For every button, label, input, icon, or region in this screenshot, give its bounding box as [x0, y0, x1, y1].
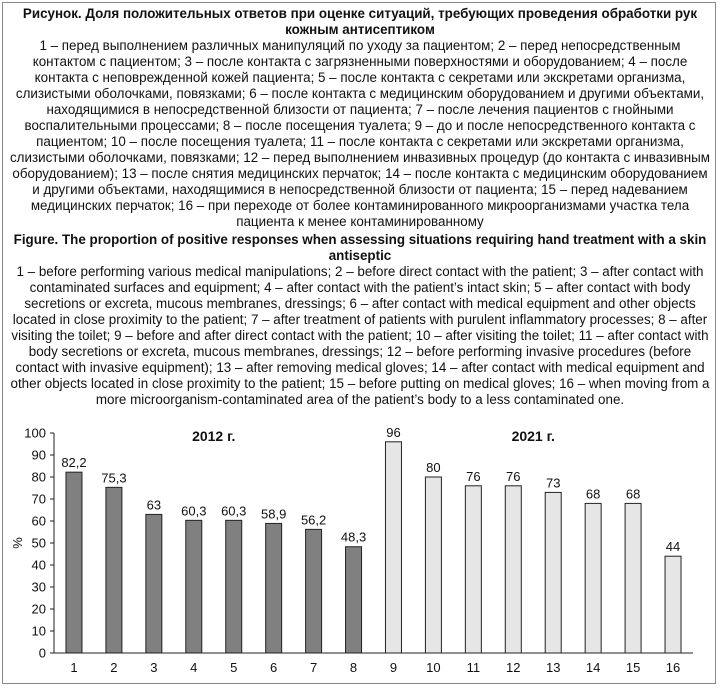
x-tick-label: 14 [585, 660, 601, 675]
bar-value-label: 76 [506, 468, 521, 484]
bar-4 [186, 520, 202, 653]
y-tick-label: 70 [31, 491, 46, 507]
y-tick-label: 60 [31, 513, 46, 529]
y-axis-label: % [10, 537, 25, 549]
bar-value-label: 60,3 [181, 503, 207, 519]
bar-3 [146, 514, 162, 653]
x-tick-label: 16 [665, 660, 681, 675]
x-tick-label: 13 [545, 660, 561, 675]
x-tick-label: 8 [349, 660, 358, 675]
bar-value-label: 44 [665, 539, 681, 555]
group-label-1: 2012 г. [192, 428, 236, 444]
bar-value-label: 48,3 [340, 529, 367, 545]
x-tick-label: 7 [309, 660, 318, 675]
bar-12 [505, 486, 521, 653]
x-tick-label: 11 [466, 660, 481, 675]
x-tick-label: 9 [389, 660, 398, 675]
caption-legend-ru: 1 – перед выполнением различных манипуляций по уходу за пациентом; 2 – перед непосредственным контактом с пациентом; 3 – после контакта с загрязненными поверхностями и оборудованием; 4 – после контакта с неповрежденной кожей пациента; 5 – после контакта с секретами или экскретами организма, слизистыми оболочками, повязками; 6 – после контакта с медицинским оборудованием и другими объектами, находящимися в непосредственной близости от пациента; 7 – после лечения пациентов с гнойными воспалительными процессами; 8 – после посещения туалета; 9 – до и после непосредственного контакта с пациентом; 10 – после посещения туалета; 11 – после контакта с секретами или экскретами организма, слизистыми оболочками, повязками; 12 – перед выполнением инвазивных процедур (до контакта с инвазивным оборудованием); 13 – после снятия медицинских перчаток; 14 – после контакта с медицинским оборудованием и другими объектами, находящимися в непосредственной близости от пациента; 15 – перед надеванием медицинских перчаток; 16 – при переходе от более контаминированного микроорганизмами участка тела пациента к менее контаминированному [9, 38, 711, 229]
bar-13 [545, 492, 561, 653]
bar-10 [425, 477, 441, 653]
x-tick-label: 10 [426, 660, 441, 675]
bar-11 [465, 486, 481, 653]
x-tick-label: 12 [506, 660, 521, 675]
bar-value-label: 73 [545, 475, 561, 491]
y-tick-label: 20 [31, 601, 46, 617]
bar-6 [266, 523, 282, 653]
bar-value-label: 56,2 [300, 512, 327, 528]
bar-value-label: 60,3 [221, 503, 247, 519]
bar-5 [226, 520, 242, 653]
bar-16 [665, 556, 681, 653]
x-tick-label: 1 [70, 660, 78, 675]
y-tick-label: 30 [31, 579, 46, 595]
bar-value-label: 58,9 [261, 506, 287, 522]
y-tick-label: 10 [31, 623, 46, 639]
bar-value-label: 76 [466, 468, 481, 484]
caption-title-en: Figure. The proportion of positive responses when assessing situations requiring hand treatment with a skin antiseptic [13, 232, 707, 263]
y-tick-label: 40 [31, 557, 46, 573]
bar-value-label: 75,3 [101, 470, 127, 486]
x-tick-label: 6 [270, 660, 278, 675]
bar-value-label: 96 [386, 424, 401, 440]
bar-value-label: 63 [146, 497, 162, 513]
caption-title-ru: Рисунок. Доля положительных ответов при оценке ситуаций, требующих проведения обработки рук кожным антисептиком [22, 6, 698, 37]
bar-15 [625, 503, 641, 653]
bar-8 [346, 547, 362, 653]
y-tick-label: 0 [38, 645, 46, 661]
y-tick-label: 80 [31, 469, 46, 485]
x-tick-label: 2 [110, 660, 118, 675]
bar-1 [66, 472, 82, 653]
x-tick-label: 5 [230, 660, 238, 675]
bar-14 [585, 503, 601, 653]
y-tick-label: 90 [31, 447, 46, 463]
group-label-2: 2021 г. [511, 428, 555, 444]
bar-value-label: 80 [426, 460, 441, 475]
caption-legend-en: 1 – before performing various medical manipulations; 2 – before direct contact with the patient; 3 – after contact with contaminated surfaces and equipment; 4 – after contact with the patient’s intact skin; 5 – after contact with body secretions or excreta, mucous membranes, dressings; 6 – after contact with medical equipment and other objects located in close proximity to the patient; 7 – after treatment of patients with purulent inflammatory processes; 8 – after visiting the toilet; 9 – before and after direct contact with the patient; 10 – after visiting the toilet; 11 – after contact with body secretions or excreta, mucous membranes, dressings; 12 – before performing invasive procedures (before contact with invasive equipment); 13 – after removing medical gloves; 14 – after contact with medical equipment and other objects located in close proximity to the patient; 15 – before putting on medical gloves; 16 – when moving from a more microorganism-contaminated area of the patient’s body to a less contaminated one. [10, 264, 710, 407]
bar-9 [385, 442, 401, 653]
bar-value-label: 82,2 [61, 455, 87, 471]
bar-value-label: 68 [625, 486, 641, 502]
y-tick-label: 50 [31, 535, 46, 551]
bar-value-label: 68 [585, 486, 601, 502]
x-tick-label: 3 [150, 660, 158, 675]
x-tick-label: 4 [190, 660, 198, 675]
bar-7 [306, 529, 322, 653]
x-tick-label: 15 [625, 660, 641, 675]
y-tick-label: 100 [24, 425, 46, 441]
bar-2 [106, 487, 122, 653]
